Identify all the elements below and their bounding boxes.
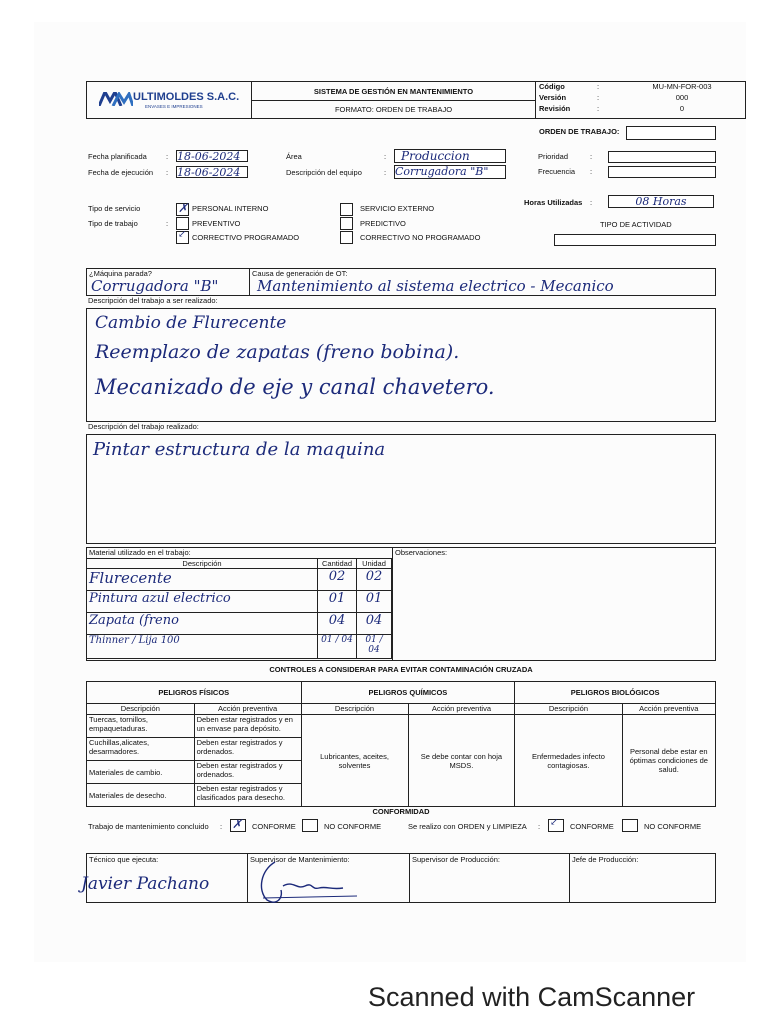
jefe-prod-label: Jefe de Producción: [572, 855, 639, 864]
table-row[interactable] [87, 635, 392, 659]
col-header-descripcion: Descripción [301, 704, 408, 715]
col-header-accion: Acción preventiva [194, 704, 301, 715]
correctivo-no-programado-checkbox[interactable] [340, 231, 353, 244]
frecuencia-label: Frecuencia [538, 167, 576, 176]
revision-value: 0 [679, 104, 685, 113]
predictivo-label: PREDICTIVO [360, 219, 406, 228]
fisico-accion: Deben estar registrados y ordenados. [194, 761, 301, 784]
correctivo-programado-label: CORRECTIVO PROGRAMADO [192, 233, 300, 242]
check-mark-icon: ✗ [178, 201, 189, 215]
materials-label: Material utilizado en el trabajo: [89, 548, 191, 557]
work-todo-line: Reemplazo de zapatas (freno bobina). [95, 341, 460, 363]
material-cant: 04 [318, 613, 357, 635]
tipo-servicio-label: Tipo de servicio [88, 204, 141, 213]
orden-field[interactable] [626, 126, 716, 140]
maquina-value[interactable]: Corrugadora "B" [91, 277, 219, 295]
tipo-trabajo-label: Tipo de trabajo [88, 219, 138, 228]
fisico-desc: Materiales de cambio. [87, 761, 195, 784]
signatures-row [81, 853, 716, 903]
orden-conforme-checkbox[interactable] [548, 819, 564, 832]
trabajo-no-conforme-checkbox[interactable] [302, 819, 318, 832]
area-label: Área [286, 152, 302, 161]
maquina-label: ¿Máquina parada? [89, 269, 152, 278]
col-header-cantidad: Cantidad [318, 559, 357, 569]
biologico-desc: Enfermedades infecto contagiosas. [515, 715, 622, 807]
trabajo-conforme-label: CONFORME [252, 822, 296, 831]
check-mark-icon: ✗ [232, 817, 243, 831]
correctivo-programado-checkbox[interactable] [176, 231, 189, 244]
work-done-line: Pintar estructura de la maquina [93, 439, 386, 460]
controls-title: CONTROLES A CONSIDERAR PARA EVITAR CONTAMINACIÓN CRUZADA [269, 665, 533, 674]
orden-conforme-label: CONFORME [570, 822, 614, 831]
quimico-desc: Lubricantes, aceites, solventes [301, 715, 408, 807]
materials-table [86, 558, 392, 659]
header-box: ULTIMOLDES S.A.C. ENVASES E IMPRESIONES SISTEMA DE GESTIÓN EN MANTENIMIENTO FORMATO: ORDEN DE TRABAJO Código : MU-MN-FOR-003 Versión : 000 Revisión : 0 [86, 81, 746, 119]
company-name: ULTIMOLDES S.A.C. [133, 91, 240, 103]
material-desc: Zapata (freno [87, 613, 318, 635]
material-unid: 01 / 04 [357, 635, 392, 659]
work-todo-line: Mecanizado de eje y canal chavetero. [95, 375, 495, 399]
work-todo-box[interactable] [86, 308, 716, 422]
predictivo-checkbox[interactable] [340, 217, 353, 230]
table-row[interactable] [87, 613, 392, 635]
material-cant: 01 / 04 [318, 635, 357, 659]
fisico-desc: Materiales de desecho. [87, 784, 195, 807]
orden-no-conforme-label: NO CONFORME [644, 822, 702, 831]
orden-label: ORDEN DE TRABAJO: [539, 127, 620, 136]
material-cant: 02 [318, 569, 357, 591]
equipo-field[interactable]: Corrugadora "B" [394, 165, 506, 179]
col-header-descripcion: Descripción [87, 559, 318, 569]
system-title: SISTEMA DE GESTIÓN EN MANTENIMIENTO [313, 87, 474, 96]
tecnico-label: Técnico que ejecuta: [89, 855, 159, 864]
signature-icon [253, 860, 373, 904]
version-value: 000 [675, 93, 689, 102]
prioridad-label: Prioridad [538, 152, 569, 161]
codigo-value: MU-MN-FOR-003 [652, 82, 712, 91]
form-page: ULTIMOLDES S.A.C. ENVASES E IMPRESIONES SISTEMA DE GESTIÓN EN MANTENIMIENTO FORMATO: ORDEN DE TRABAJO Código : MU-MN-FOR-003 Versión : 000 Revisión : 0 ORDEN DE TRABAJO: Fecha planificada : 18-06-2024 Fecha de ejecución : 18-06-2024 Área : Produccion Descripción del equipo : Corrugadora "B" Prioridad : Frecuencia : Horas Utilizadas : 08 Horas TIPO DE ACTIVIDAD Tipo de servicio Tipo de trabajo : ✗ PERSONAL INTERNO PREVENTIVO ↙ CORRECTIVO PROGRAMADO SERVICIO EXTERNO PREDICTIVO CORRECTIVO NO PROGRAMADO ¿Máquina parada? Corrugadora "B" Causa de generación de OT: Mantenimiento al sistema electrico - Mecanico Descripción del trabajo a ser realizado: Cambio de Flurecente Reemplazo de zapatas (freno bobina). Mecanizado de eje y canal chavetero. Descripción del trabajo realizado: Pintar estructura de la maquina Material utilizado en el trabajo: Observaciones: Descripción Cantidad Unidad Flurecente 02 02 Pintura azul electrico 01 01 Zapata (freno 04 04 Thinner / Lija 100 01 / 04 01 / 04 CONTROLES A CONSIDERAR PARA EVITAR CONTAMINACIÓN CRUZADA PELIGROS FÍSICOS PELIGROS QUÍMICOS PELIGROS BIOLÓGICOS Descripción Acción preventiva Descripción Acción preventiva Descripción Acción preventiva Tuercas, tornillos, empaquetaduras. Deben estar registrados y en un envase para depósito. Lubricantes, aceites, solventes Se debe contar con hoja MSDS. Enfermedades infecto contagiosas. Personal debe estar en óptimas condiciones de salud. Cuchillas,alicates, desarmadores. Deben estar registrados y ordenados. Materiales de cambio. Deben estar registrados y ordenados. Materiales de desecho. Deben estar registrados y clasificados para desecho. CONFORMIDAD Trabajo de mantenimiento concluido : ✗ CONFORME NO CONFORME Se realizo con ORDEN y LIMPIEZA : ↙ CONFORME NO CONFORME Técnico que ejecuta: Javier Pachano Supervisor de Mantenimiento: Supervisor de Producción: Jefe de Producción: [34, 22, 746, 962]
col-header-accion: Acción preventiva [622, 704, 715, 715]
fecha-plan-field[interactable]: 18-06-2024 [176, 150, 248, 162]
preventivo-label: PREVENTIVO [192, 219, 241, 228]
col-header-descripcion: Descripción [515, 704, 622, 715]
machine-row [86, 268, 716, 296]
personal-interno-checkbox[interactable] [176, 203, 189, 216]
biologicos-title: PELIGROS BIOLÓGICOS [515, 682, 716, 704]
area-field[interactable]: Produccion [394, 149, 506, 163]
trabajo-concluido-label: Trabajo de mantenimiento concluido [88, 822, 209, 831]
fisicos-title: PELIGROS FÍSICOS [87, 682, 302, 704]
fisico-accion: Deben estar registrados y ordenados. [194, 738, 301, 761]
conformity-title: CONFORMIDAD [372, 807, 430, 816]
equipo-label: Descripción del equipo [286, 168, 362, 177]
observaciones-label: Observaciones: [395, 548, 448, 557]
material-desc: Thinner / Lija 100 [87, 635, 318, 659]
material-unid: 01 [357, 591, 392, 613]
fisico-desc: Tuercas, tornillos, empaquetaduras. [87, 715, 195, 738]
servicio-externo-label: SERVICIO EXTERNO [360, 204, 435, 213]
work-done-box[interactable] [86, 434, 716, 544]
material-cant: 01 [318, 591, 357, 613]
material-unid: 04 [357, 613, 392, 635]
work-done-label: Descripción del trabajo realizado: [88, 422, 199, 431]
causa-value[interactable]: Mantenimiento al sistema electrico - Mecanico [257, 277, 614, 295]
prioridad-field[interactable] [608, 151, 716, 163]
causa-label: Causa de generación de OT: [252, 269, 348, 278]
col-header-unidad: Unidad [357, 559, 392, 569]
horas-label: Horas Utilizadas [524, 198, 583, 207]
tecnico-value[interactable]: Javier Pachano [81, 874, 210, 894]
camscanner-watermark: Scanned with CamScanner [368, 982, 696, 1012]
correctivo-no-programado-label: CORRECTIVO NO PROGRAMADO [360, 233, 481, 242]
check-mark-icon: ↙ [550, 817, 559, 828]
quimico-accion: Se debe contar con hoja MSDS. [408, 715, 515, 807]
servicio-externo-checkbox[interactable] [340, 203, 353, 216]
version-label: Versión [539, 93, 567, 102]
table-row[interactable] [87, 591, 392, 613]
material-unid: 02 [357, 569, 392, 591]
format-title: FORMATO: ORDEN DE TRABAJO [334, 105, 453, 114]
controls-table [86, 681, 716, 807]
orden-limpieza-label: Se realizo con ORDEN y LIMPIEZA [408, 822, 527, 831]
fisico-accion: Deben estar registrados y en un envase para depósito. [194, 715, 301, 738]
sup-mant-label: Supervisor de Mantenimiento: [250, 855, 350, 864]
work-todo-line: Cambio de Flurecente [95, 313, 287, 333]
horas-field[interactable]: 08 Horas [608, 195, 714, 208]
sup-prod-label: Supervisor de Producción: [412, 855, 500, 864]
fecha-ejec-field[interactable]: 18-06-2024 [176, 166, 248, 178]
revision-label: Revisión [539, 104, 571, 113]
frecuencia-field[interactable] [608, 166, 716, 178]
table-row[interactable] [87, 569, 392, 591]
fisico-accion: Deben estar registrados y clasificados para desecho. [194, 784, 301, 807]
logo [99, 90, 249, 112]
trabajo-no-conforme-label: NO CONFORME [324, 822, 382, 831]
logo-mark-icon [99, 92, 133, 106]
company-subtitle: ENVASES E IMPRESIONES [145, 104, 203, 109]
fecha-ejec-label: Fecha de ejecución [88, 168, 154, 177]
orden-no-conforme-checkbox[interactable] [622, 819, 638, 832]
tipo-actividad-field[interactable] [554, 234, 716, 246]
tipo-actividad-label: TIPO DE ACTIVIDAD [600, 220, 672, 229]
work-todo-label: Descripción del trabajo a ser realizado: [88, 296, 218, 305]
fecha-plan-label: Fecha planificada [88, 152, 147, 161]
quimicos-title: PELIGROS QUÍMICOS [301, 682, 515, 704]
personal-interno-label: PERSONAL INTERNO [192, 204, 269, 213]
fisico-desc: Cuchillas,alicates, desarmadores. [87, 738, 195, 761]
material-desc: Flurecente [87, 569, 318, 591]
biologico-accion: Personal debe estar en óptimas condiciones de salud. [622, 715, 715, 807]
trabajo-conforme-checkbox[interactable] [230, 819, 246, 832]
codigo-label: Código [539, 82, 565, 91]
col-header-descripcion: Descripción [87, 704, 195, 715]
check-mark-icon: ↙ [178, 229, 187, 240]
col-header-accion: Acción preventiva [408, 704, 515, 715]
material-desc: Pintura azul electrico [87, 591, 318, 613]
